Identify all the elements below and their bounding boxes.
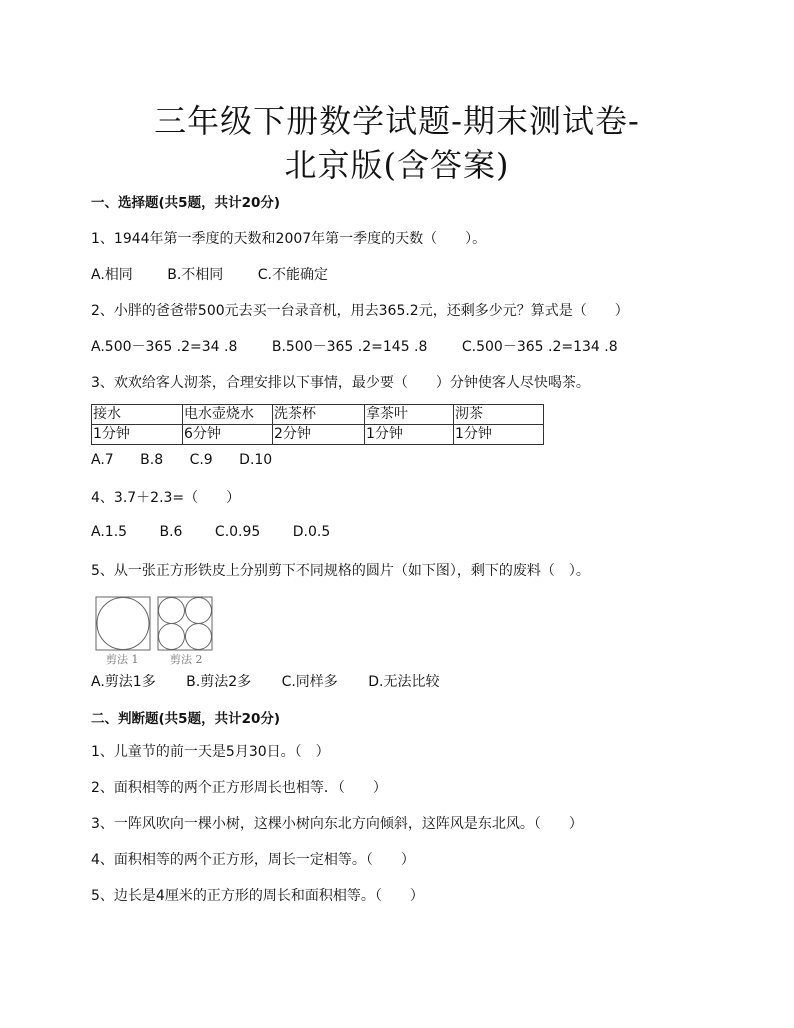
question-5: 5、从一张正方形铁皮上分别剪下不同规格的圆片（如下图），剩下的废料（ ）。 — [91, 563, 590, 579]
table-cell: 洗茶杯 — [273, 405, 365, 425]
option-c: C.0.95 — [214, 524, 261, 540]
option-d: D.0.5 — [292, 524, 331, 540]
circle-small — [186, 624, 212, 650]
option-a: A.7 — [91, 452, 114, 468]
judgement-item-5: 5、边长是4厘米的正方形的周长和面积相等。（ ） — [91, 888, 424, 904]
option-b: B.剪法2多 — [186, 674, 252, 690]
option-c: C.500－365 .2=134 .8 — [461, 339, 618, 355]
option-a: A.剪法1多 — [91, 674, 156, 690]
judgement-item-1: 1、儿童节的前一天是5月30日。（ ） — [91, 744, 330, 760]
question-1: 1、1944年第一季度的天数和2007年第一季度的天数（ ）。 — [91, 231, 487, 247]
question-3-options — [91, 452, 302, 468]
question-2: 2、小胖的爸爸带500元去买一台录音机，用去365.2元，还剩多少元？算式是（ ） — [91, 303, 629, 319]
option-c: C.9 — [189, 452, 213, 468]
judgement-item-4: 4、面积相等的两个正方形，周长一定相等。（ ） — [91, 852, 415, 868]
circles-diagram — [95, 596, 215, 652]
section-2-heading: 二、判断题(共5题，共计20分) — [91, 711, 281, 727]
option-a: A.相同 — [91, 267, 133, 283]
table-cell: 拿茶叶 — [365, 405, 454, 425]
table-row — [92, 405, 544, 425]
option-c: C.不能确定 — [257, 267, 328, 283]
tea-task-table — [91, 404, 544, 445]
table-cell: 1分钟 — [365, 425, 454, 445]
question-1-options — [91, 264, 358, 284]
circle-small — [159, 624, 185, 650]
table-row — [92, 425, 544, 445]
circle-large — [97, 598, 149, 650]
table-cell: 沏茶 — [454, 405, 544, 425]
option-b: B.8 — [140, 452, 164, 468]
option-b: B.不相同 — [167, 267, 224, 283]
option-a: A.500－365 .2=34 .8 — [91, 339, 238, 355]
cutting-figure — [95, 596, 215, 652]
square-2 — [158, 597, 212, 650]
title-line-1: 三年级下册数学试题-期末测试卷- — [154, 102, 640, 140]
table-cell: 接水 — [92, 405, 183, 425]
option-b: B.6 — [159, 524, 183, 540]
question-2-options — [91, 336, 648, 356]
figure-caption-2: 剪法 2 — [170, 653, 203, 666]
circle-small — [159, 598, 185, 624]
table-cell: 2分钟 — [273, 425, 365, 445]
option-c: C.同样多 — [281, 674, 338, 690]
judgement-item-3: 3、一阵风吹向一棵小树，这棵小树向东北方向倾斜，这阵风是东北风。（ ） — [91, 816, 583, 832]
table-cell: 电水壶烧水 — [183, 405, 273, 425]
option-d: D.10 — [239, 452, 273, 468]
question-4: 4、3.7＋2.3=（ ） — [91, 490, 241, 506]
option-d: D.无法比较 — [368, 674, 440, 690]
section-1-heading: 一、选择题(共5题，共计20分) — [91, 195, 281, 211]
question-3: 3、欢欢给客人沏茶，合理安排以下事情，最少要（ ）分钟使客人尽快喝茶。 — [91, 375, 590, 391]
question-5-options — [91, 671, 470, 691]
figure-caption-1: 剪法 1 — [106, 653, 139, 666]
option-b: B.500－365 .2=145 .8 — [271, 339, 428, 355]
question-4-options — [91, 524, 360, 540]
table-cell: 1分钟 — [92, 425, 183, 445]
table-cell: 1分钟 — [454, 425, 544, 445]
table-cell: 6分钟 — [183, 425, 273, 445]
option-a: A.1.5 — [91, 524, 128, 540]
circle-small — [186, 598, 212, 624]
title-line-2: 北京版(含答案) — [284, 146, 510, 184]
judgement-item-2: 2、面积相等的两个正方形周长也相等．（ ） — [91, 780, 387, 796]
